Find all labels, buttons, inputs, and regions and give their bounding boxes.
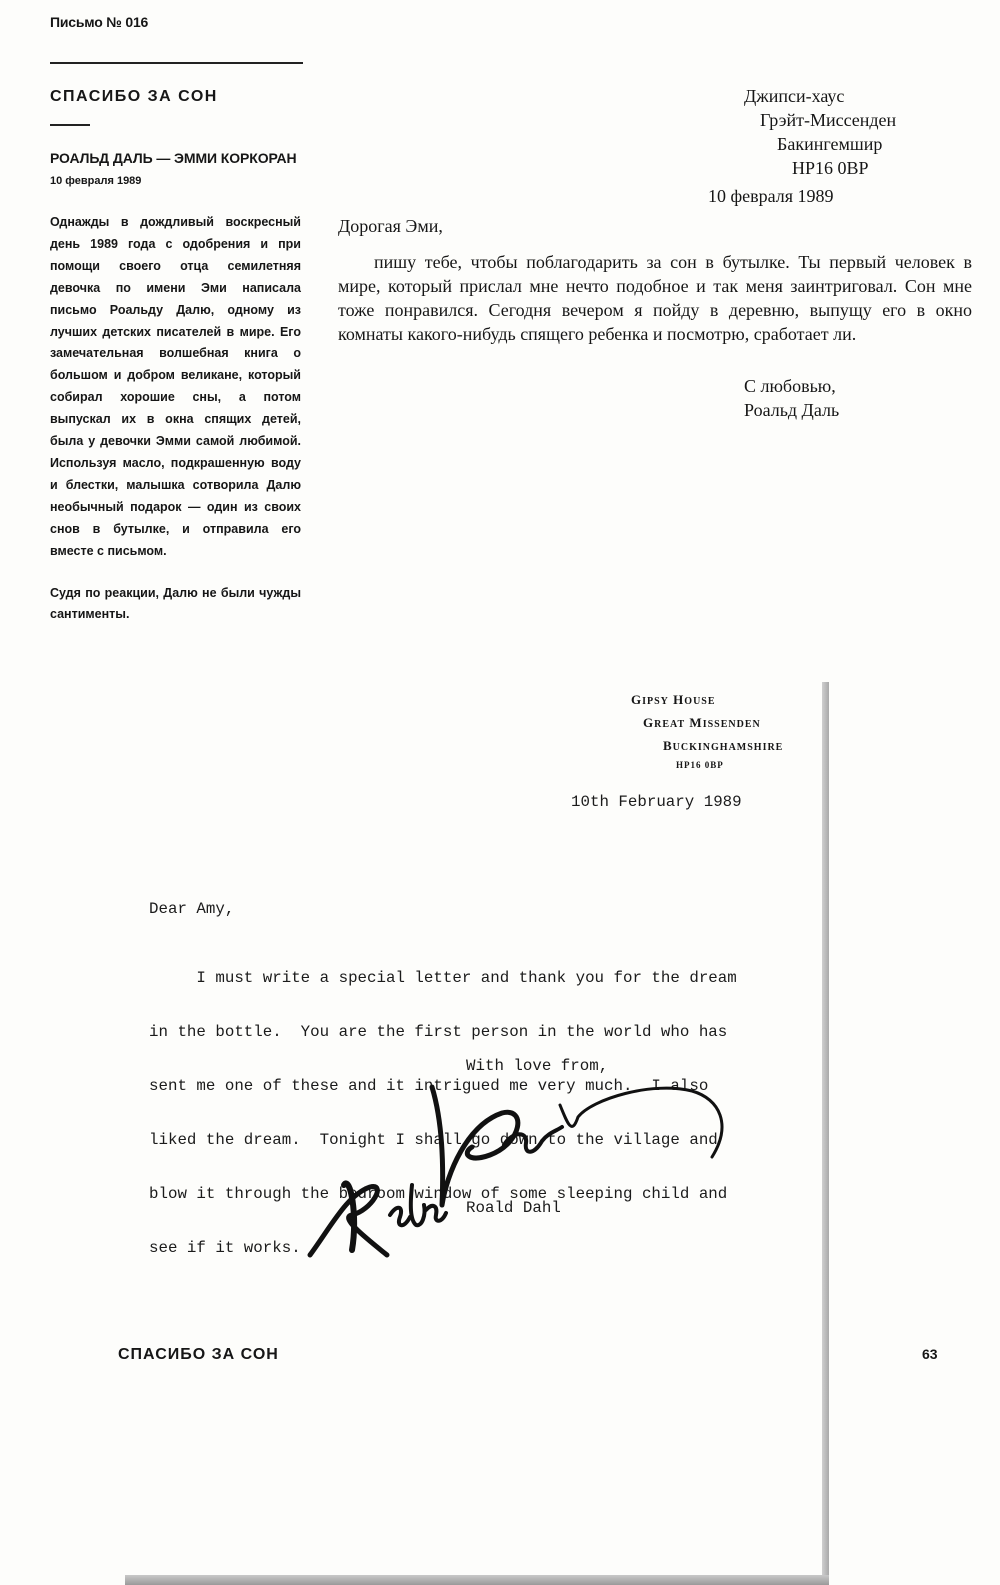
letterhead-line: BUCKINGHAMSHIRE — [663, 738, 784, 753]
letterhead-postcode: HP16 0BP — [676, 760, 724, 770]
letter-shadow — [125, 1575, 829, 1585]
signature-name: Roald Dahl — [466, 1199, 561, 1217]
intro-text — [50, 212, 301, 646]
letter-date: 10 февраля 1989 — [50, 175, 142, 187]
translation-closing — [744, 374, 839, 422]
letter-from-to: РОАЛЬД ДАЛЬ — ЭММИ КОРКОРАН — [50, 150, 297, 166]
handwritten-signature — [292, 1065, 752, 1275]
page-number: 63 — [922, 1346, 938, 1362]
letter-body-line: sent me one of these and it intrigued me very much. I also — [149, 1077, 709, 1095]
letter-shadow — [822, 682, 829, 1582]
page-title: СПАСИБО ЗА СОН — [50, 88, 218, 105]
letter-body-line: in the bottle. You are the first person in the world who has — [149, 1023, 728, 1041]
divider-short — [50, 124, 90, 126]
letter-body-line: liked the dream. Tonight I shall go down to the village and — [149, 1131, 718, 1149]
letter-body-line: blow it through the bedroom window of some sleeping child and — [149, 1185, 728, 1203]
letter-date-typed: 10th February 1989 — [571, 793, 742, 811]
translation-date: 10 февраля 1989 — [708, 186, 834, 206]
letterhead-line: GIPSY HOUSE — [631, 692, 716, 707]
translation-address-line: HP16 0BP — [792, 158, 869, 178]
divider — [50, 62, 303, 64]
letter-number: Письмо № 016 — [50, 14, 149, 30]
translation-signature: Роальд Даль — [744, 400, 840, 420]
footer-title: СПАСИБО ЗА СОН — [118, 1346, 279, 1363]
translation-address-line: Грэйт-Миссенден — [760, 110, 897, 130]
letterhead-line: GREAT MISSENDEN — [643, 715, 761, 730]
translation-address-line: Джипси-хаус — [744, 86, 845, 106]
translation-greeting: Дорогая Эми, — [338, 216, 443, 236]
letter-greeting: Dear Amy, — [149, 900, 235, 918]
translation-body: пишу тебе, чтобы поблагодарить за сон в бутылке. Ты первый человек в мире, который прислал мне нечто подобное и так меня заинтриговал. Сон мне тоже понравился. Сегодня вечером я пойду в деревню, выпущу его в окно комнаты какого-нибудь спящего ребенка и посмотрю, сработает ли. — [338, 252, 972, 344]
intro-paragraph: Однажды в дождливый воскресный день 1989 года с одобрения и при помощи своего отца семилетняя девочка по имени Эми написала письмо Роальду Далю, одному из лучших детских писателей в мире. Его замечательная волшебная книга о большом и добром великане, который собирал хорошие сны, а потом выпускал их в окна спящих детей, была у девочки Эмми самой любимой. Используя масло, подкрашенную воду и блестки, малышка сотворила Далю необычный подарок — один из своих снов в бутылке, и отправила его вместе с письмом. — [50, 215, 301, 558]
letter-closing: With love from, — [466, 1057, 609, 1075]
translation-closing-line: С любовью, — [744, 376, 836, 396]
translation-address-line: Бакингемшир — [777, 134, 883, 154]
letter-body-line: I must write a special letter and thank you for the dream — [149, 969, 737, 987]
intro-paragraph: Судя по реакции, Далю не были чужды сантименты. — [50, 585, 301, 622]
letter-body-line: see if it works. — [149, 1239, 301, 1257]
